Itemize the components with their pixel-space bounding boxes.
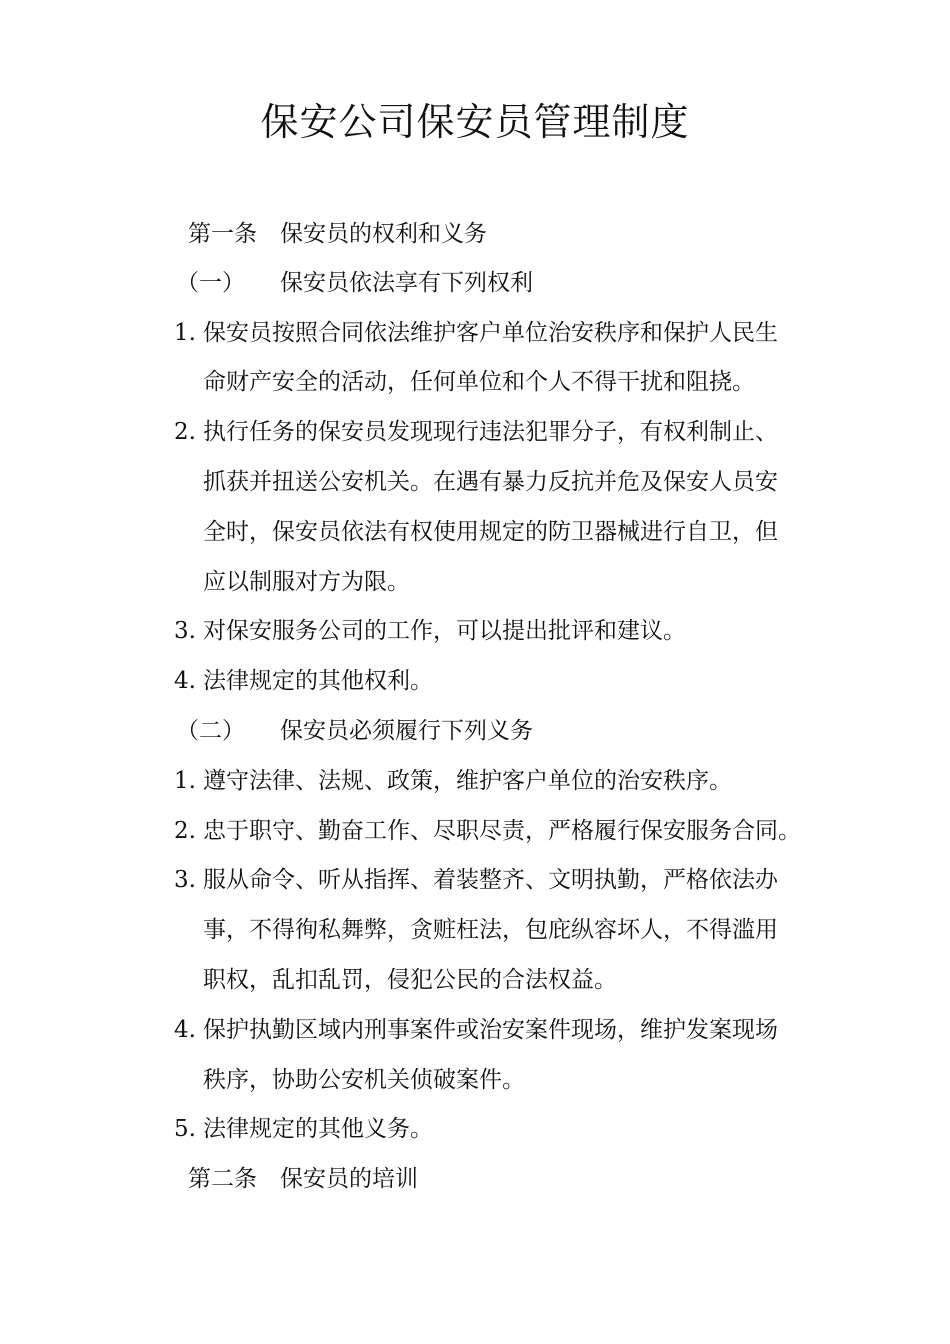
item-number: 2. xyxy=(174,419,196,445)
list-item xyxy=(174,1113,433,1145)
section-heading xyxy=(176,715,533,747)
article-heading xyxy=(188,218,487,250)
item-text: 法律规定的其他义务。 xyxy=(203,1116,433,1142)
item-text: 遵守法律、法规、政策，维护客户单位的治安秩序。 xyxy=(203,768,732,794)
list-item xyxy=(174,864,778,896)
item-number: 1. xyxy=(174,320,196,346)
item-text: 保护执勤区域内刑事案件或治安案件现场，维护发案现场 xyxy=(203,1017,778,1043)
item-text: 保安员按照合同依法维护客户单位治安秩序和保护人民生 xyxy=(203,320,778,346)
item-number: 2. xyxy=(174,818,196,844)
item-text: 法律规定的其他权利。 xyxy=(203,668,433,694)
item-text-continued: 抓获并扭送公安机关。在遇有暴力反抗并危及保安人员安 xyxy=(203,469,778,495)
list-item xyxy=(174,665,433,697)
item-text: 对保安服务公司的工作，可以提出批评和建议。 xyxy=(203,618,686,644)
list-item xyxy=(174,815,801,847)
list-item xyxy=(174,317,778,349)
list-item xyxy=(174,615,686,647)
section-label: （一） xyxy=(176,270,245,296)
article-label: 第二条 xyxy=(188,1166,257,1192)
item-text-continued: 应以制服对方为限。 xyxy=(203,569,410,595)
item-text: 服从命令、听从指挥、着装整齐、文明执勤，严格依法办 xyxy=(203,867,778,893)
section-title: 保安员依法享有下列权利 xyxy=(280,270,533,296)
item-text: 执行任务的保安员发现现行违法犯罪分子，有权利制止、 xyxy=(203,419,778,445)
article-title: 保安员的培训 xyxy=(280,1166,418,1192)
item-number: 3. xyxy=(174,618,196,644)
item-number: 4. xyxy=(174,668,196,694)
item-text-continued: 职权，乱扣乱罚，侵犯公民的合法权益。 xyxy=(203,967,617,993)
item-number: 3. xyxy=(174,867,196,893)
section-label: （二） xyxy=(176,718,245,744)
item-text-continued: 事，不得徇私舞弊，贪赃枉法，包庇纵容坏人，不得滥用 xyxy=(203,917,778,943)
item-text-continued: 全时，保安员依法有权使用规定的防卫器械进行自卫，但 xyxy=(203,519,778,545)
item-text: 忠于职守、勤奋工作、尽职尽责，严格履行保安服务合同。 xyxy=(203,818,801,844)
item-number: 5. xyxy=(174,1116,196,1142)
article-label: 第一条 xyxy=(188,221,257,247)
list-item xyxy=(174,416,778,448)
item-number: 4. xyxy=(174,1017,196,1043)
item-text-continued: 秩序，协助公安机关侦破案件。 xyxy=(203,1067,525,1093)
item-number: 1. xyxy=(174,768,196,794)
document-title: 保安公司保安员管理制度 xyxy=(260,100,690,144)
list-item xyxy=(174,1014,778,1046)
article-title: 保安员的权利和义务 xyxy=(280,221,487,247)
section-heading xyxy=(176,267,533,299)
article-heading xyxy=(188,1163,418,1195)
item-text-continued: 命财产安全的活动，任何单位和个人不得干扰和阻挠。 xyxy=(203,369,755,395)
list-item xyxy=(174,765,732,797)
section-title: 保安员必须履行下列义务 xyxy=(280,718,533,744)
